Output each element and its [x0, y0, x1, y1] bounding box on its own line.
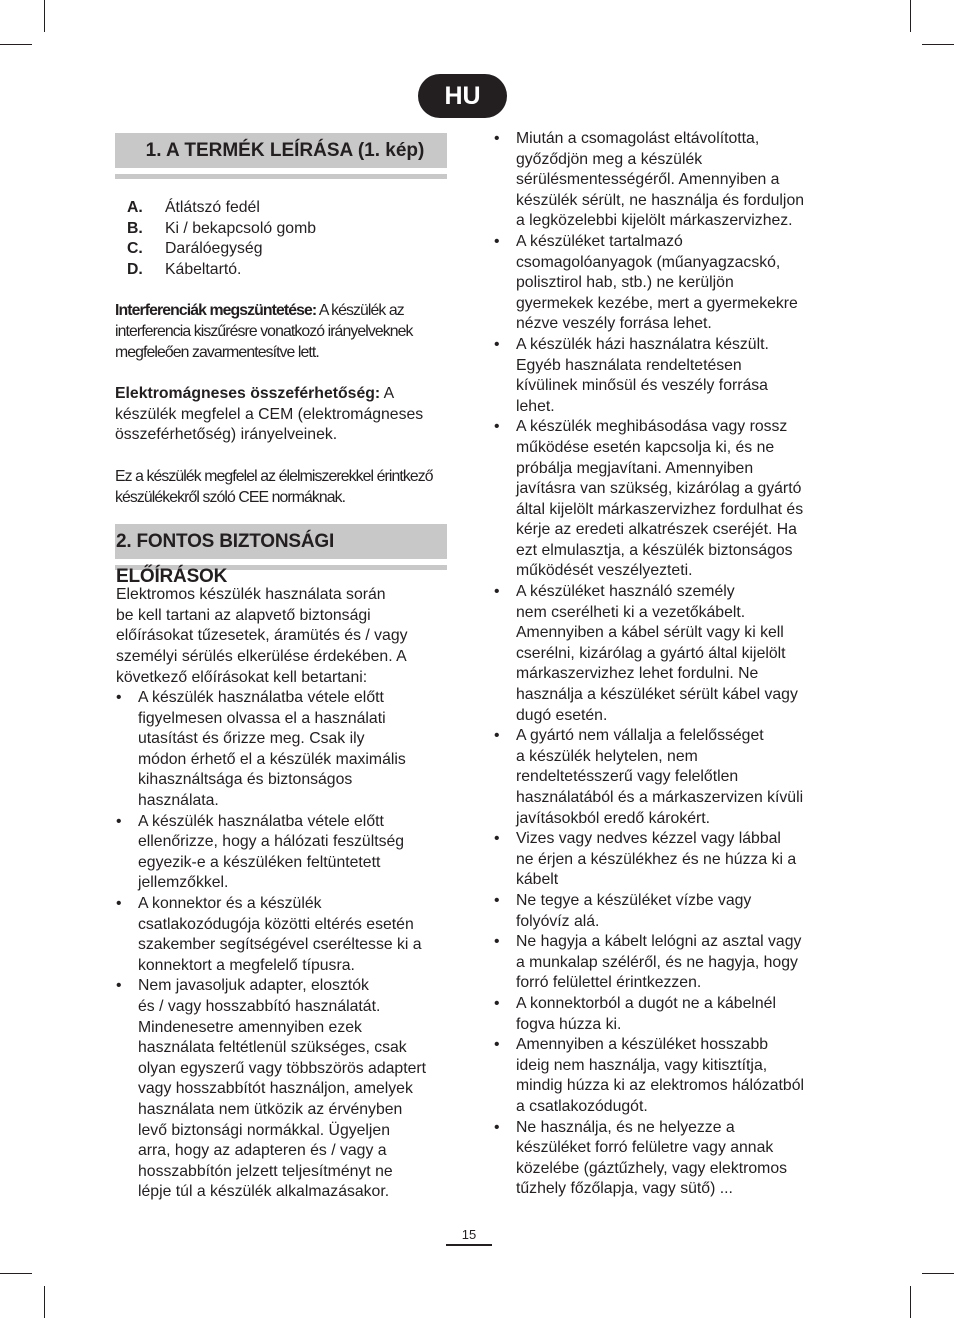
- crop-mark-bottom-right-horizontal: [922, 1273, 954, 1274]
- bullet-icon: •: [116, 689, 122, 707]
- bullet-icon: •: [494, 418, 500, 436]
- list-item-text: A konnektor és a készülék csatlakozódugója közötti eltérés esetén szakember segítségével cseréltesse ki a konnektort a megfelelő típusra.: [138, 895, 422, 974]
- bullet-icon: •: [494, 583, 500, 601]
- list-item: [115, 688, 447, 812]
- part-letter: C.: [127, 240, 143, 258]
- list-item: [493, 932, 825, 994]
- bullet-icon: •: [116, 895, 122, 913]
- list-item-text: Vizes vagy nedves kézzel vagy lábbal ne érjen a készülékhez és ne húzza ki a kábelt: [516, 830, 797, 889]
- emc-title: Elektromágneses összeférhetőség:: [115, 385, 381, 403]
- list-item: [493, 829, 825, 891]
- part-item: [127, 260, 447, 281]
- bullet-icon: •: [494, 232, 500, 250]
- section-2-heading: 2. FONTOS BIZTONSÁGI ELŐÍRÁSOK: [115, 524, 447, 559]
- bullet-icon: •: [494, 335, 500, 353]
- part-text: Ki / bekapcsoló gomb: [165, 219, 317, 237]
- section-1-rule: [115, 174, 447, 179]
- bullet-icon: •: [494, 1118, 500, 1136]
- list-item: [493, 417, 825, 582]
- list-item: [493, 129, 825, 232]
- list-item: [115, 976, 447, 1203]
- list-item: [493, 582, 825, 726]
- list-item: [493, 335, 825, 417]
- bullet-icon: •: [116, 977, 122, 995]
- bullet-icon: •: [494, 891, 500, 909]
- safety-list-left: [115, 688, 447, 1203]
- list-item-text: Miután a csomagolást eltávolította, győződjön meg a készülék sérülésmentességéről. Amennyiben a készülék sérült, ne használja és forduljon a legközelebbi kijelölt márkaszervizhez.: [516, 130, 805, 230]
- language-badge: HU: [418, 74, 507, 118]
- interference-paragraph: [115, 301, 447, 363]
- list-item-text: A készülék használatba vétele előtt ellenőrizze, hogy a hálózati feszültség egyezik-e a készüléken feltüntetett jellemzőkkel.: [138, 812, 405, 892]
- list-item-text: Ne használja, és ne helyezze a készüléket forró felületre vagy annak közelébe (gáztűzhely, vagy elektromos tűzhely főzőlapja, vagy sütő) ...: [516, 1118, 788, 1198]
- parts-list: [127, 198, 447, 280]
- list-item-text: A készüléket tartalmazó csomagolóanyagok (műanyagzacskó, polisztirol hab, stb.) ne kerüljön gyermekek kezébe, mert a gyermekekre nézve veszély forrása lehet.: [516, 232, 798, 333]
- safety-list-right: [493, 129, 825, 1200]
- list-item-text: A konnektorból a dugót ne a kábelnél fogva húzza ki.: [516, 994, 776, 1033]
- crop-mark-bottom-left-vertical: [44, 1286, 45, 1318]
- interference-text: A készülék az interferencia kiszűrésre vonatkozó irányelveknek megfeleően zavarmentesítve lett.: [115, 302, 413, 361]
- list-item: [493, 891, 825, 932]
- part-text: Darálóegység: [165, 240, 263, 258]
- interference-title: Interferenciák megszüntetése:: [115, 302, 317, 320]
- list-item: [115, 894, 447, 976]
- bullet-icon: •: [116, 812, 122, 830]
- list-item-text: A készülék használatba vétele előtt figyelmesen olvassa el a használati utasítást és őrizze meg. Csak ily módon érhető el a készülék maximális kihasználtsága és biztonságos használata.: [138, 689, 406, 810]
- list-item: [493, 1035, 825, 1117]
- section-2-intro: Elektromos készülék használata során be kell tartani az alapvető biztonsági előírásokat tűzesetek, áramütés és / vagy személyi sérülés elkerülése érdekében. A következő előírásokat kell betartani:: [116, 586, 408, 686]
- part-letter: D.: [127, 260, 143, 278]
- bullet-icon: •: [494, 1036, 500, 1054]
- list-item-text: A készüléket használó személy nem cserélheti ki a vezetőkábelt. Amennyiben a kábel sérült vagy ki kell cserélni, kizárólag a gyártó által kijelölt márkaszervizhez lehet fordulni. Ne használja a készüléket sérült kábel vagy dugó esetén.: [516, 583, 798, 724]
- emc-text: A készülék megfelel a CEM (elektromágneses összeférhetőség) irányelveinek.: [115, 385, 424, 444]
- crop-mark-top-left-horizontal: [0, 44, 32, 45]
- part-item: [127, 219, 447, 240]
- bullet-icon: •: [494, 130, 500, 147]
- emc-paragraph: [115, 384, 447, 446]
- list-item-text: A gyártó nem vállalja a felelősséget a készülék helytelen, nem rendeltetésszerű vagy felelőtlen használatából és a márkaszervizen kívüli javításokból eredő károkért.: [516, 727, 804, 827]
- list-item: [115, 812, 447, 894]
- list-item-text: Ne hagyja a kábelt lelógni az asztal vagy a munkalap széléről, és ne hagyja, hogy forró felülettel érintkezzen.: [516, 933, 802, 992]
- page-number-rule: [446, 1244, 492, 1246]
- part-letter: B.: [127, 219, 143, 237]
- bullet-icon: •: [494, 727, 500, 745]
- list-item-text: Nem javasoljuk adapter, elosztók és / vagy hosszabbító használatát. Mindenesetre amennyiben ezek használata feltétlenül szükséges, csak olyan egyszerű vagy többszörös adaptert vagy hosszabbítót használjon, amelyek használata nem ütközik az érvényben levő biztonsági normákkal. Ügyeljen arra, hogy az adapteren és / vagy a hosszabbítón jelzett teljesítményt ne lépje túl a készülék alkalmazásakor.: [138, 977, 427, 1201]
- crop-mark-top-right-horizontal: [922, 44, 954, 45]
- part-item: [127, 239, 447, 260]
- part-item: [127, 198, 447, 219]
- crop-mark-top-left-vertical: [44, 0, 45, 32]
- list-item-text: Ne tegye a készüléket vízbe vagy folyóvíz alá.: [516, 891, 752, 930]
- list-item: [493, 232, 825, 335]
- list-item-text: A készülék meghibásodása vagy rossz működése esetén kapcsolja ki, és ne próbálja megjavítani. Amennyiben javításra van szükség, kizárólag a gyártó által kijelölt márkaszervizhez fordulhat és kérje az eredeti alkatrészek cseréjét. Ha ezt elmulasztja, a készülék biztonságos működését veszélyezteti.: [516, 418, 804, 580]
- crop-mark-bottom-left-horizontal: [0, 1273, 32, 1274]
- crop-mark-top-right-vertical: [910, 0, 911, 32]
- bullet-icon: •: [494, 933, 500, 951]
- crop-mark-bottom-right-vertical: [910, 1286, 911, 1318]
- bullet-icon: •: [494, 830, 500, 848]
- right-column: [493, 129, 825, 1200]
- list-item-text: A készülék házi használatra készült. Egyéb használata rendeltetésen kívülinek minősül és veszély forrása lehet.: [516, 335, 769, 415]
- list-item-text: Amennyiben a készüléket hosszabb ideig nem használja, vagy kitisztítja, mindig húzza ki az elektromos hálózatból a csatlakozódugót.: [516, 1036, 805, 1115]
- left-column: [115, 133, 447, 1203]
- list-item: [493, 994, 825, 1035]
- part-text: Kábeltartó.: [165, 260, 242, 278]
- list-item: [493, 726, 825, 829]
- section-1-heading: 1. A TERMÉK LEÍRÁSA (1. kép): [115, 133, 447, 168]
- food-contact-paragraph: Ez a készülék megfelel az élelmiszerekkel érintkező készülékekről szóló CEE normáknak.: [115, 467, 433, 506]
- part-letter: A.: [127, 199, 143, 216]
- part-text: Átlátszó fedél: [165, 199, 260, 216]
- page-number: 15: [461, 1227, 477, 1242]
- bullet-icon: •: [494, 994, 500, 1012]
- list-item: [493, 1118, 825, 1200]
